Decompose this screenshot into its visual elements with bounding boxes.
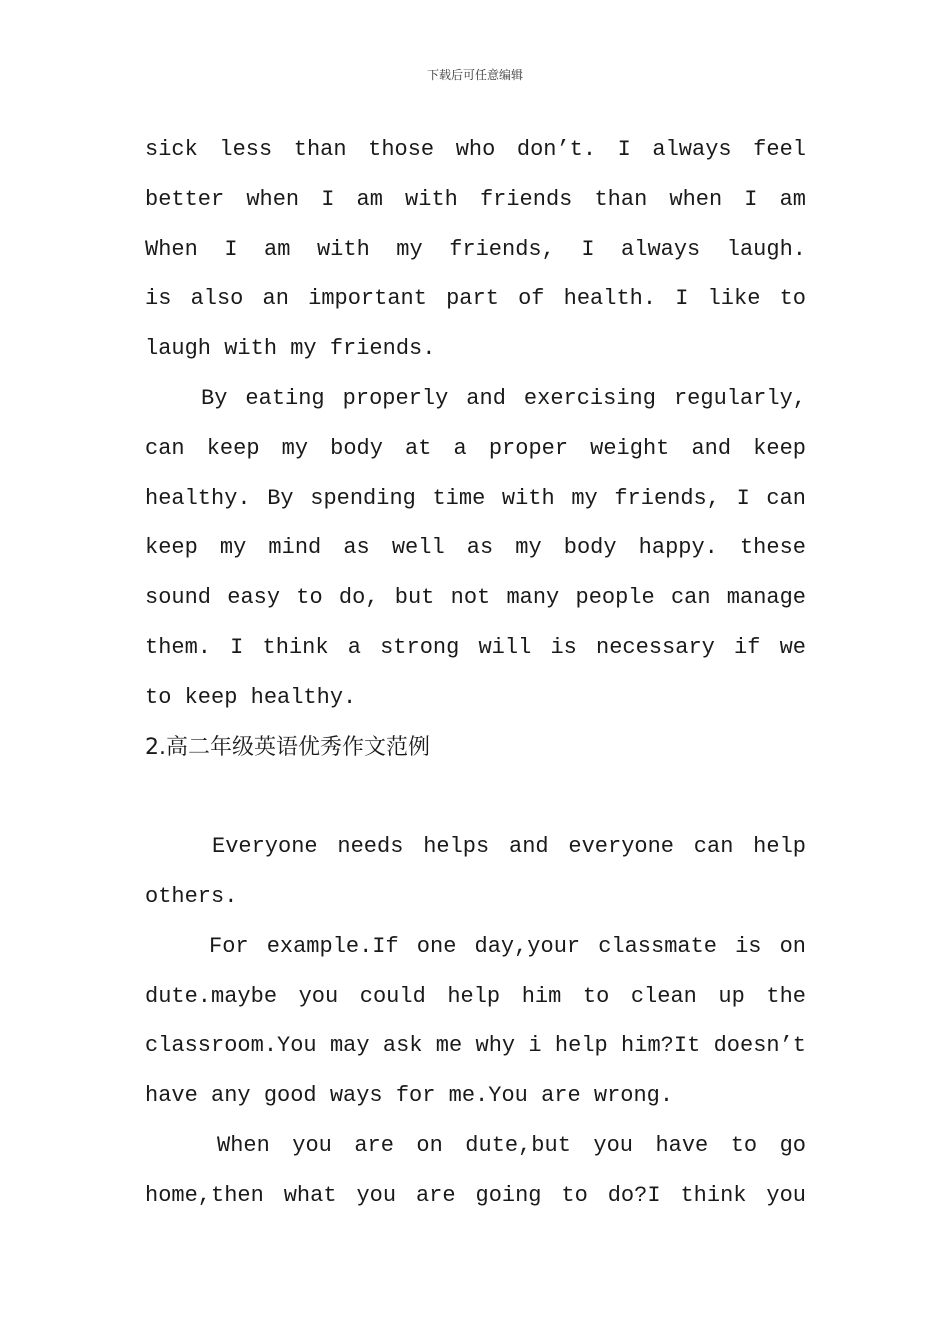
paragraph-line: sound easy to do, but not many people can manage [145, 585, 806, 611]
document-body [145, 125, 806, 1221]
paragraph-line: classroom.You may ask me why i help him?It doesn’t [145, 1033, 806, 1059]
paragraph-line: dute.maybe you could help him to clean up the [145, 983, 806, 1009]
paragraph-line: For example.If one day,your classmate is on [209, 933, 806, 959]
blank-line [145, 772, 806, 822]
paragraph-line: keep my mind as well as my body happy. these [145, 535, 806, 561]
paragraph-line: have any good ways for me.You are wrong. [145, 1083, 674, 1109]
paragraph-line: home,then what you are going to do?I think you [145, 1182, 806, 1208]
section-heading: 2.高二年级英语优秀作文范例 [145, 734, 430, 760]
paragraph-line: healthy. By spending time with my friends, I can [145, 485, 806, 511]
paragraph-line: them. I think a strong will is necessary if we [145, 634, 806, 660]
paragraph-line: to keep healthy. [145, 684, 357, 710]
paragraph-line: laugh with my friends. [145, 336, 436, 362]
paragraph-line: others. [145, 883, 238, 909]
paragraph-line: is also an important part of health. I like to [145, 286, 806, 312]
paragraph-line: Everyone needs helps and everyone can help [212, 834, 806, 860]
paragraph-line: When you are on dute,but you have to go [217, 1132, 806, 1158]
paragraph-line: When I am with my friends, I always laugh. [145, 236, 806, 262]
paragraph-line: sick less than those who don’t. I always feel [145, 137, 806, 162]
paragraph-line: By eating properly and exercising regularly, [201, 385, 806, 411]
paragraph-line: better when I am with friends than when I am [145, 186, 806, 212]
page-header: 下载后可任意编辑 [426, 68, 523, 82]
paragraph-line: can keep my body at a proper weight and keep [145, 435, 806, 461]
